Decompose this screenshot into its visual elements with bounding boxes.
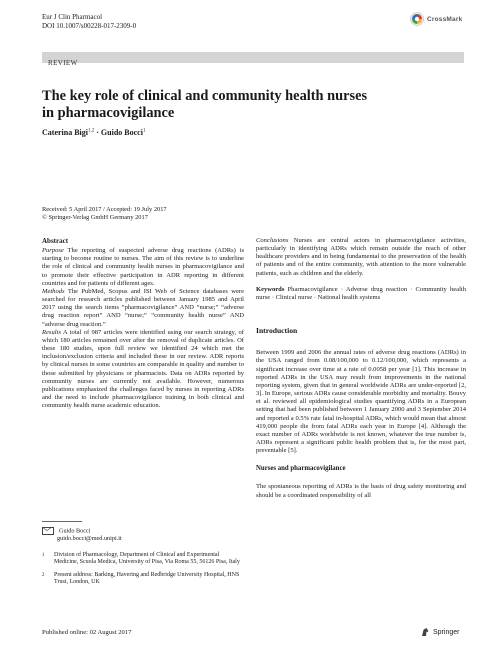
article-title: The key role of clinical and community health nurses in pharmacovigilance <box>42 88 368 121</box>
crossmark-icon <box>410 12 424 26</box>
journal-name: Eur J Clin Pharmacol <box>42 13 103 21</box>
publisher-logo <box>420 627 459 637</box>
purpose-label: Purpose <box>42 247 64 255</box>
keywords-label: Keywords <box>256 285 285 293</box>
abstract-conclusions <box>256 237 466 278</box>
author-list <box>42 128 145 137</box>
methods-label: Methods <box>42 287 65 295</box>
results-text: A total of 987 articles were identified using our search strategy, of which 180 articles remained over after the removal of duplicate articles. Of these 180 studies, upon full review we identified 24 which met the inclusion/exclusion criteria and included these in our review. ADR reports by clinical nurses in some countries are comparable in quality and number to those submitted by physicians or pharmacists. Data on ADRs reported by community nurses are currently not available. However, numerous publications emphasized the challenges faced by nurses in reporting ADRs and the need to include pharmacovigilance training in both clinical and community health nurse academic education. <box>42 328 244 410</box>
keywords-text: Pharmacovigilance · Adverse drug reaction · Community health nurse · Clinical nurse · National health systems <box>256 285 466 301</box>
abstract-results <box>42 329 244 411</box>
crossmark-label: CrossMark <box>427 15 463 23</box>
section-label-bar <box>42 52 464 67</box>
nurses-section-text: The spontaneous reporting of ADRs is the basis of drug safety monitoring and should be a coordinated responsibility of all <box>256 483 466 499</box>
purpose-text: The reporting of suspected adverse drug reactions (ADRs) is starting to become routine to nurses. The aim of this review is to underline the role of clinical and community health nurses in pharmacovigilance and to promote their effective participation in ADR reporting in different countries and for patients of different ages. <box>42 247 244 287</box>
published-date: Published online: 02 August 2017 <box>42 629 132 636</box>
keywords <box>256 286 466 302</box>
abstract-column <box>42 237 244 410</box>
abstract-methods <box>42 288 244 329</box>
doi[interactable]: DOI 10.1007/s00228-017-2309-0 <box>42 22 137 30</box>
crossmark-badge[interactable] <box>410 10 466 28</box>
author-affiliation: 1,2 <box>88 128 95 134</box>
abstract-heading: Abstract <box>42 237 69 245</box>
footnote-affiliation-2 <box>42 572 244 587</box>
correspondence-block <box>42 521 244 587</box>
footnote-text: Division of Pharmacology, Department of Clinical and Experimental Medicine, Scuola Medica, University of Pisa, Via Roma 55, 56126 Pisa, Italy <box>54 551 240 566</box>
corresponding-author <box>42 527 244 535</box>
copyright: © Springer-Verlag GmbH Germany 2017 <box>42 214 148 221</box>
conclusions-label: Conclusions <box>256 237 289 244</box>
corresponding-email[interactable]: guido.bocci@med.unipi.it <box>57 535 122 543</box>
conclusions-text: Nurses are central actors in pharmacovigilance activities, particularly in identifying ADRs which remain outside the reach of other healthcare providers and in being fundamental to the preservation of the health of patients and of the entire community, with attention to the more vulnerable patients, such as children and the elderly. <box>256 237 466 277</box>
footnote-number: 2 <box>42 572 45 578</box>
received-date: Received: 5 April 2017 / Accepted: 19 July 2017 <box>42 206 167 213</box>
right-column <box>256 237 466 500</box>
methods-text: The PubMed, Scopus and ISI Web of Science databases were searched for research articles published between January 1985 and April 2017 using the search items “pharmacovigilance” AND “nurse;” “adverse drug reaction report” AND “nurse;” “community health nurse” AND “adverse drug reaction.” <box>42 287 244 328</box>
springer-horse-icon <box>420 627 430 637</box>
abstract-purpose <box>42 247 244 288</box>
envelope-icon <box>42 527 54 535</box>
section-label: REVIEW <box>48 59 78 67</box>
nurses-section-heading: Nurses and pharmacovigilance <box>256 465 346 473</box>
author-affiliation: 1 <box>142 128 146 134</box>
author-name[interactable]: Guido Bocci <box>100 128 143 137</box>
article-dates <box>42 206 167 222</box>
author-name[interactable]: Caterina Bigi <box>42 128 88 137</box>
footnote-text: Present address: Barking, Havering and Redbridge University Hospital, HNS Trust, London, UK <box>54 571 240 586</box>
footnote-affiliation-1 <box>42 552 244 567</box>
introduction-heading: Introduction <box>256 326 298 336</box>
journal-header <box>42 13 136 31</box>
results-label: Results <box>42 328 61 336</box>
footnote-number: 1 <box>42 552 45 558</box>
publisher-name: Springer <box>433 628 460 636</box>
introduction-text: Between 1999 and 2006 the annual rates of adverse drug reactions (ADRs) in the USA ranged from 0.08/100,000 to 0.12/100,000, which represents a significant increase over time at a rate of 0.0058 per year [1]. This increase in reported ADRs in the USA may result from improvements in the national reporting system, given that in general worldwide ADRs are under-reported [2, 3]. In Europe, serious ADRs cause considerable morbidity and mortality. Bouvy et al. reviewed all epidemiological studies quantifying ADRs in a European setting that had been published between 1 January 2000 and 3 September 2014 and reported a 0.5% rate fatal in-hospital ADRs, which would mean that almost 419,000 people die from fatal ADRs each year in Europe [4]. Although the exact number of ADRs worldwide is not known, whatever the true number is, ADRs represent a significant public health problem that is, for the most part, preventable [5]. <box>256 349 466 455</box>
author-separator: · <box>94 128 101 137</box>
corresponding-name: Guido Bocci <box>59 527 91 535</box>
footnote-rule <box>42 521 82 522</box>
